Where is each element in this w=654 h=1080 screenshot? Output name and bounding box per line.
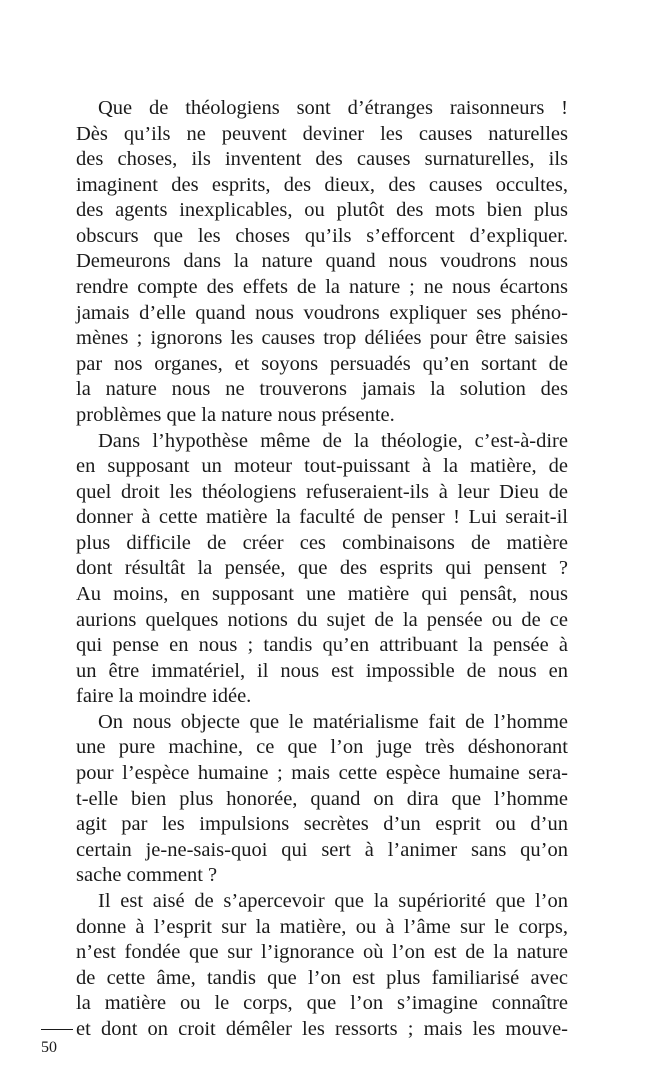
text-line: Dès qu’ils ne peuvent deviner les causes naturelles — [76, 122, 568, 145]
text-line: obscurs que les choses qu’ils s’efforcent d’expliquer. — [76, 224, 568, 247]
text-line: Au moins, en supposant une matière qui pensât, nous — [76, 582, 568, 605]
text-line: problèmes que la nature nous présente. — [76, 403, 395, 426]
page-number: 50 — [41, 1039, 57, 1056]
text-line: agit par les impulsions secrètes d’un esprit ou d’un — [76, 813, 568, 836]
paragraph — [76, 96, 568, 429]
text-line: un être immatériel, il nous est impossible de nous en — [76, 659, 568, 682]
text-line: par nos organes, et soyons persuadés qu’en sortant de — [76, 352, 568, 375]
text-line: rendre compte des effets de la nature ; ne nous écartons — [76, 276, 568, 299]
text-line: On nous objecte que le matérialisme fait de l’homme — [98, 710, 568, 733]
text-line: jamais d’elle quand nous voudrons expliquer ses phéno- — [76, 301, 568, 324]
text-line: Dans l’hypothèse même de la théologie, c’est-à-dire — [98, 429, 568, 452]
text-line: et dont on croit démêler les ressorts ; mais les mouve- — [76, 1017, 568, 1040]
text-line: imaginent des esprits, des dieux, des causes occultes, — [76, 173, 568, 196]
text-line: dont résultât la pensée, que des esprits qui pensent ? — [76, 557, 568, 580]
text-line: de cette âme, tandis que l’on est plus familiarisé avec — [76, 966, 568, 989]
text-line: pour l’espèce humaine ; mais cette espèce humaine sera- — [76, 762, 568, 785]
text-line: des choses, ils inventent des causes surnaturelles, ils — [76, 148, 568, 171]
text-line: donner à cette matière la faculté de penser ! Lui serait-il — [76, 506, 568, 529]
text-line: faire la moindre idée. — [76, 685, 252, 708]
text-line: quel droit les théologiens refuseraient-ils à leur Dieu de — [76, 480, 568, 503]
text-line: Il est aisé de s’apercevoir que la supériorité que l’on — [98, 889, 568, 912]
text-line: certain je-ne-sais-quoi qui sert à l’animer sans qu’on — [76, 838, 568, 861]
text-line: plus difficile de créer ces combinaisons de matière — [76, 531, 568, 554]
folio-rule — [41, 1029, 73, 1030]
text-line: la nature nous ne trouverons jamais la solution des — [76, 378, 568, 401]
text-line: Demeurons dans la nature quand nous voudrons nous — [76, 250, 568, 273]
text-line: la matière ou le corps, que l’on s’imagine connaître — [76, 992, 568, 1015]
text-line: qui pense en nous ; tandis qu’en attribuant la pensée à — [76, 634, 568, 657]
text-line: donne à l’esprit sur la matière, ou à l’âme sur le corps, — [76, 915, 568, 938]
paragraph — [76, 710, 568, 889]
text-line: une pure machine, ce que l’on juge très déshonorant — [76, 736, 568, 759]
text-line: aurions quelques notions du sujet de la pensée ou de ce — [76, 608, 568, 631]
text-line: sache comment ? — [76, 864, 218, 887]
paragraph — [76, 429, 568, 710]
text-line: en supposant un moteur tout-puissant à la matière, de — [76, 455, 568, 478]
text-line: mènes ; ignorons les causes trop déliées pour être saisies — [76, 327, 568, 350]
paragraph — [76, 889, 568, 1042]
text-line: Que de théologiens sont d’étranges raisonneurs ! — [98, 97, 568, 119]
text-line: des agents inexplicables, ou plutôt des mots bien plus — [76, 199, 568, 222]
text-line: n’est fondée que sur l’ignorance où l’on est de la nature — [76, 941, 568, 964]
body-text — [76, 96, 568, 1042]
text-line: t-elle bien plus honorée, quand on dira que l’homme — [76, 787, 568, 810]
